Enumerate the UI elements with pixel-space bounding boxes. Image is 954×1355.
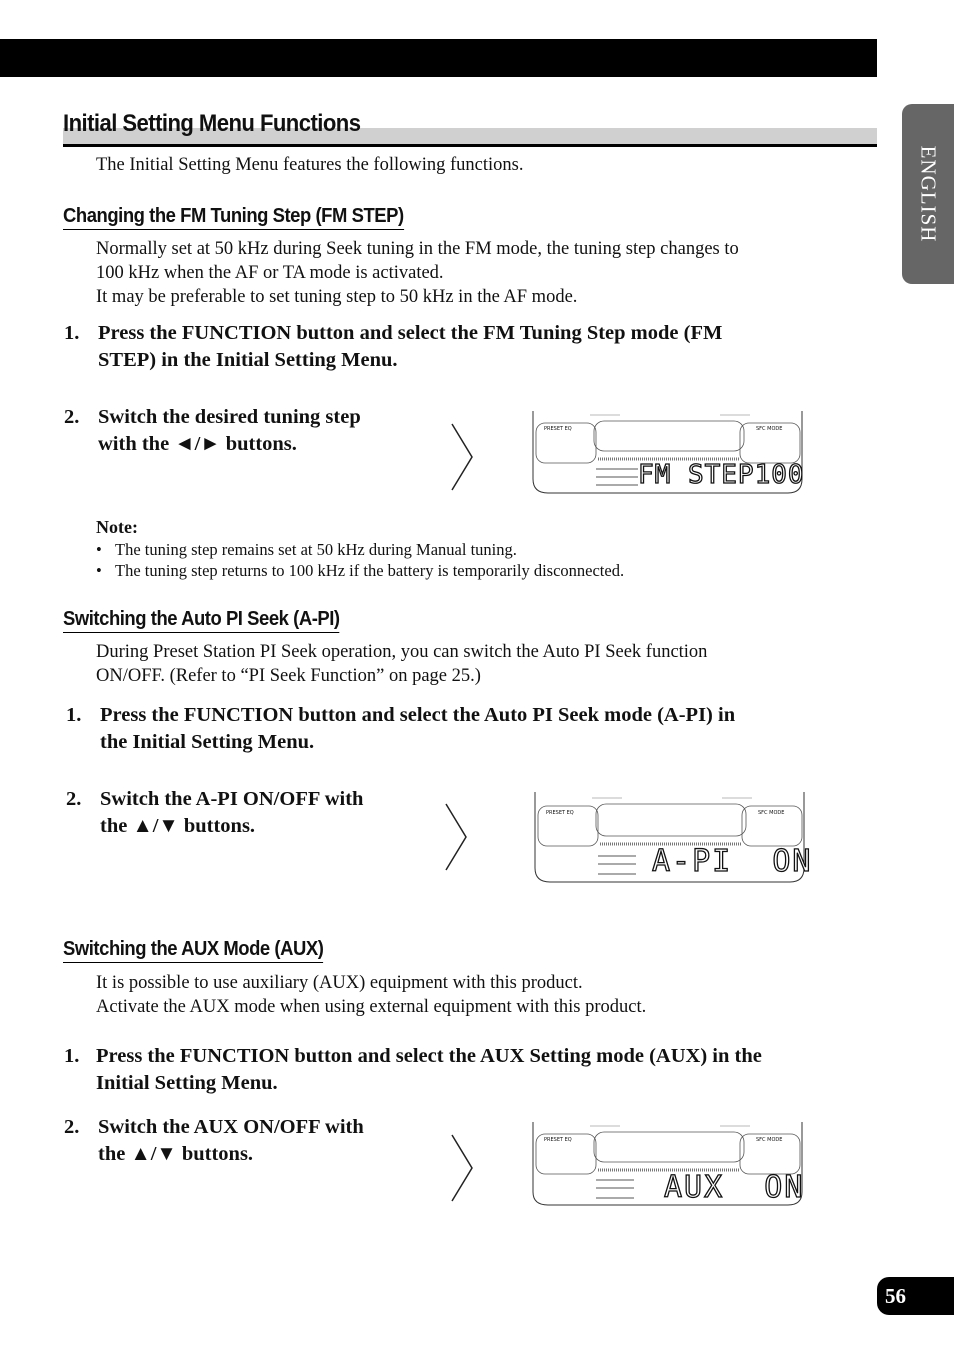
step-line: Initial Setting Menu.	[96, 1072, 278, 1094]
step-line: Press the FUNCTION button and select the Auto PI Seek mode (A-PI) in	[100, 704, 736, 726]
lcd-display-aux	[530, 1118, 806, 1206]
step-number: 2.	[64, 406, 80, 428]
arrow-right-icon	[450, 422, 474, 492]
step-number: 1.	[66, 704, 82, 726]
body-line: ON/OFF. (Refer to “PI Seek Function” on page 25.)	[96, 666, 481, 686]
step-line: the ▲/▼ buttons.	[100, 815, 256, 837]
bullet-dot: •	[96, 561, 102, 580]
step-line: the ▲/▼ buttons.	[98, 1143, 254, 1165]
step-line: Switch the AUX ON/OFF with	[98, 1116, 364, 1138]
step-2-fm-step	[64, 404, 424, 460]
sfc-mode-label: SFC MODE	[756, 1137, 783, 1143]
step-number: 1.	[64, 322, 80, 344]
preset-eq-label: PRESET EQ	[546, 810, 574, 816]
step-number: 2.	[64, 1116, 80, 1138]
intro-text: The Initial Setting Menu features the following functions.	[96, 155, 524, 175]
step-number: 2.	[66, 788, 82, 810]
step-line: Press the FUNCTION button and select the AUX Setting mode (AUX) in the	[96, 1045, 762, 1067]
step-number: 1.	[64, 1045, 80, 1067]
preset-eq-label: PRESET EQ	[544, 426, 572, 432]
arrow-right-icon	[450, 1133, 474, 1203]
step-line: with the ◄/► buttons.	[98, 433, 297, 455]
lcd-display-a-pi	[532, 788, 813, 883]
section-body-fm-step	[96, 237, 739, 309]
arrow-right-icon	[444, 802, 468, 872]
page-number-badge	[877, 1277, 954, 1315]
preset-eq-label: PRESET EQ	[544, 1137, 572, 1143]
step-line: Press the FUNCTION button and select the FM Tuning Step mode (FM	[98, 322, 723, 344]
section-heading-a-pi: Switching the Auto PI Seek (A-PI)	[63, 607, 340, 633]
step-line: the Initial Setting Menu.	[100, 731, 315, 753]
sfc-mode-label: SFC MODE	[756, 426, 783, 432]
language-tab-label: ENGLISH	[916, 145, 941, 243]
language-tab	[902, 104, 954, 284]
sfc-mode-label: SFC MODE	[758, 810, 785, 816]
header-bar	[0, 39, 877, 77]
step-2-a-pi	[66, 786, 426, 842]
lcd-readout: AUX ON	[664, 1170, 805, 1205]
step-line: Switch the desired tuning step	[98, 406, 361, 428]
step-1-fm-step	[64, 320, 824, 376]
body-line: It is possible to use auxiliary (AUX) equipment with this product.	[96, 973, 583, 993]
note-item	[96, 560, 796, 581]
step-line: STEP) in the Initial Setting Menu.	[98, 349, 398, 371]
body-line: It may be preferable to set tuning step to 50 kHz in the AF mode.	[96, 287, 578, 307]
lcd-readout: A-PI ON	[652, 844, 813, 879]
body-line: 100 kHz when the AF or TA mode is activated.	[96, 263, 444, 283]
note-heading: Note:	[96, 517, 138, 537]
lcd-readout: FM STEP100	[638, 460, 805, 490]
section-body-a-pi	[96, 640, 707, 688]
note-item	[96, 539, 796, 560]
note-item-text: The tuning step returns to 100 kHz if the battery is temporarily disconnected.	[115, 561, 625, 580]
page-title: Initial Setting Menu Functions	[63, 110, 361, 137]
body-line: Activate the AUX mode when using external equipment with this product.	[96, 997, 647, 1017]
page-number: 56	[885, 1284, 906, 1308]
body-line: During Preset Station PI Seek operation, you can switch the Auto PI Seek function	[96, 642, 708, 662]
body-line: Normally set at 50 kHz during Seek tuning in the FM mode, the tuning step changes to	[96, 239, 739, 259]
step-1-aux	[64, 1043, 864, 1099]
step-2-aux	[64, 1114, 424, 1170]
main-title-block	[63, 110, 877, 147]
step-line: Switch the A-PI ON/OFF with	[100, 788, 364, 810]
bullet-dot: •	[96, 540, 102, 559]
note-item-text: The tuning step remains set at 50 kHz during Manual tuning.	[115, 540, 517, 559]
lcd-display-fm-step	[530, 407, 806, 494]
section-heading-aux: Switching the AUX Mode (AUX)	[63, 937, 323, 963]
title-rule	[63, 144, 877, 147]
section-body-aux	[96, 971, 646, 1019]
step-1-a-pi	[66, 702, 826, 758]
section-heading-fm-step: Changing the FM Tuning Step (FM STEP)	[63, 204, 404, 230]
